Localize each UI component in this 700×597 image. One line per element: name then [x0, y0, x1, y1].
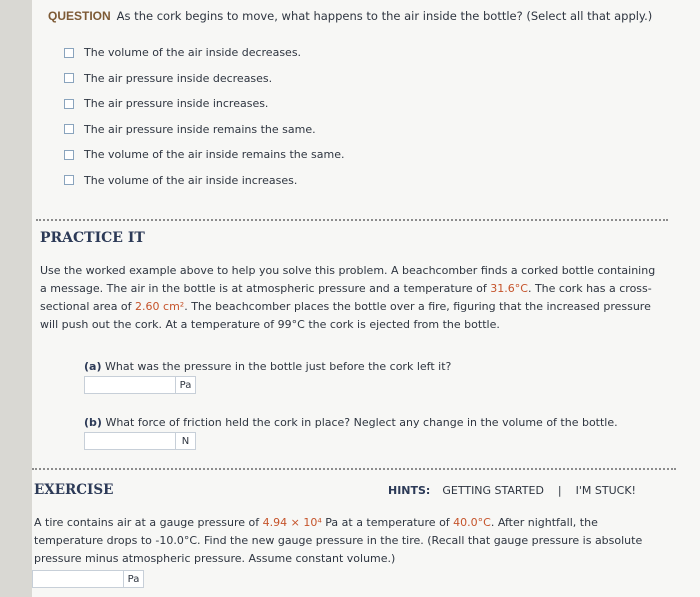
option-label: The air pressure inside increases. — [84, 97, 269, 111]
practice-title: PRACTICE IT — [40, 230, 145, 246]
hint-separator: | — [557, 484, 562, 497]
part-b-answer — [84, 432, 196, 450]
left-margin — [0, 0, 32, 597]
area-value: 2.60 cm² — [135, 300, 185, 313]
option-pressure-increases[interactable] — [64, 91, 345, 117]
option-volume-same[interactable] — [64, 142, 345, 168]
option-volume-decreases[interactable] — [64, 40, 345, 66]
part-b-input[interactable] — [84, 432, 176, 450]
question-options — [64, 40, 345, 193]
question-text: As the cork begins to move, what happens to the air inside the bottle? (Select all that apply.) — [116, 9, 653, 23]
checkbox[interactable] — [64, 99, 74, 109]
im-stuck-link[interactable]: I'M STUCK! — [575, 484, 636, 497]
pressure-value: 4.94 × 10⁴ — [262, 516, 322, 529]
part-a-prompt: (a) What was the pressure in the bottle just before the cork left it? — [84, 360, 452, 373]
option-label: The air pressure inside decreases. — [84, 71, 273, 85]
option-pressure-decreases[interactable] — [64, 66, 345, 92]
exercise-problem-text: A tire contains air at a gauge pressure of 4.94 × 10⁴ Pa at a temperature of 40.0°C. After nightfall, the temperature drops to -10.0°C. Find the new gauge pressure in the tire. (Recall that gauge pressure is absolute pressure minus atmospheric pressure. Assume constant volume.) — [34, 516, 643, 565]
option-volume-increases[interactable] — [64, 168, 345, 194]
section-divider — [36, 219, 668, 221]
content-page — [32, 0, 700, 597]
question-label: QUESTION — [48, 9, 111, 23]
unit-label: Pa — [176, 376, 196, 394]
part-a-input[interactable] — [84, 376, 176, 394]
question-prompt — [48, 8, 678, 24]
part-b-prompt: (b) What force of friction held the cork in place? Neglect any change in the volume of the bottle. — [84, 416, 618, 429]
option-label: The volume of the air inside increases. — [84, 173, 298, 187]
checkbox[interactable] — [64, 150, 74, 160]
option-label: The volume of the air inside remains the same. — [84, 148, 345, 162]
hints-label: HINTS: — [388, 484, 431, 497]
exercise-answer — [32, 570, 144, 588]
checkbox[interactable] — [64, 73, 74, 83]
getting-started-link[interactable]: GETTING STARTED — [442, 484, 544, 497]
temperature-value: 31.6°C — [490, 282, 528, 295]
unit-label: N — [176, 432, 196, 450]
checkbox[interactable] — [64, 124, 74, 134]
practice-problem-text: Use the worked example above to help you solve this problem. A beachcomber finds a corked bottle containing a message. The air in the bottle is at atmospheric pressure and a temperature of 31.6°C. The cork has a cross-sectional area of 2.60 cm². The beachcomber places the bottle over a fire, figuring that the increased pressure will push out the cork. At a temperature of 99°C the cork is ejected from the bottle. — [40, 264, 656, 331]
part-a-answer — [84, 376, 196, 394]
unit-label: Pa — [124, 570, 144, 588]
checkbox[interactable] — [64, 48, 74, 58]
option-label: The air pressure inside remains the same. — [84, 122, 316, 136]
hints-bar — [388, 484, 636, 497]
section-divider — [32, 468, 676, 470]
option-label: The volume of the air inside decreases. — [84, 46, 302, 60]
exercise-title: EXERCISE — [34, 482, 114, 498]
temperature-value: 40.0°C — [453, 516, 491, 529]
option-pressure-same[interactable] — [64, 117, 345, 143]
exercise-input[interactable] — [32, 570, 124, 588]
checkbox[interactable] — [64, 175, 74, 185]
